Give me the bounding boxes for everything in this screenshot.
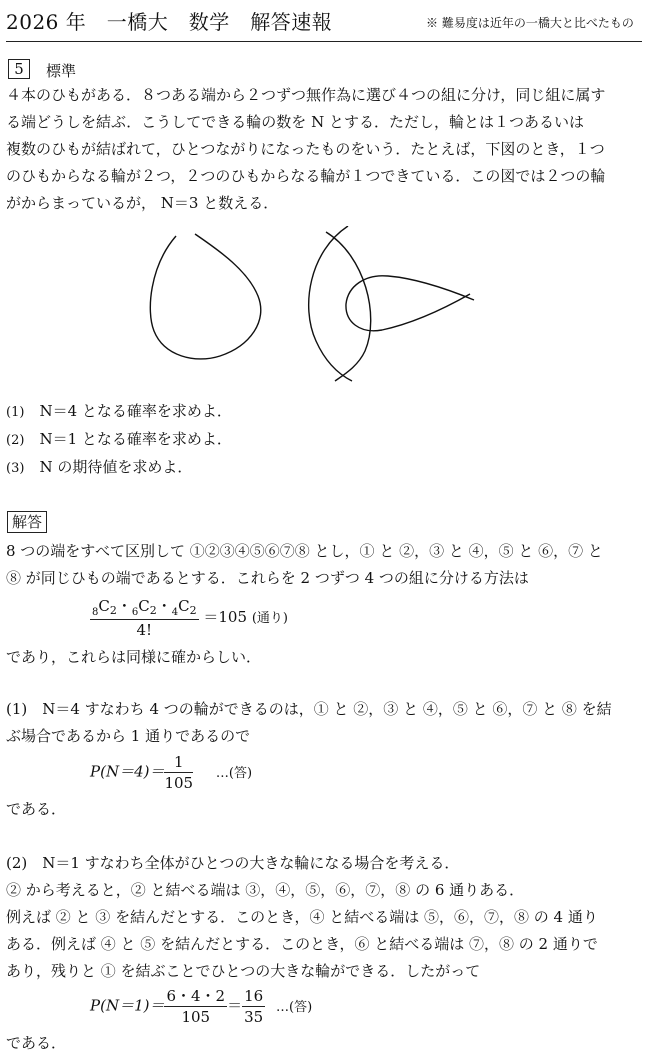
page-title: 2026 年 一橋大 数学 解答速報: [6, 10, 333, 34]
answer-2-fraction-1: $\frac{6・4・2}{105}$: [166, 987, 226, 1026]
problem-line: る端どうしを結ぶ．こうしてできる輪の数を N とする．ただし，輪とは１つあるいは: [6, 113, 584, 131]
answer-marker: …(答): [215, 765, 253, 781]
formula-unit: (通り): [251, 611, 288, 626]
fraction-numerator: $_8C_2$・$_6C_2$・$_4C_2$: [92, 597, 197, 618]
string-loops-figure: [140, 226, 480, 386]
answer-line: (2) N＝1 すなわち全体がひとつの大きな輪になる場合を考える．: [6, 854, 460, 872]
problem-statement: [6, 82, 642, 217]
difficulty-note: ※ 難易度は近年の一橋大と比べたもの: [426, 16, 634, 30]
problem-line: のひもからなる輪が２つ，２つのひもからなる輪が１つできている．この図では２つの輪: [6, 167, 606, 185]
answer-line: 8 つの端をすべて区別して ①②③④⑤⑥⑦⑧ とし，① と ②，③ と ④，⑤ と ⑥，⑦ と: [6, 542, 603, 560]
question-item: (2) N＝1 となる確率を求めよ．: [6, 430, 232, 448]
answer-1-after: である．: [6, 800, 67, 818]
problem-number-box: [8, 59, 30, 79]
difficulty-level: 標準: [46, 62, 77, 80]
problem-line: 複数のひもが結ばれて，ひとつながりになったものをいう．たとえば，下図のとき，１つ: [6, 140, 605, 158]
answer-intro-after: であり，これらは同様に確からしい．: [6, 648, 262, 666]
combination-fraction: [90, 596, 199, 640]
answer-part-1: [6, 696, 642, 750]
fraction-denominator: 4!: [136, 621, 153, 639]
answer-2-fraction-2: $\frac{16}{35}$: [244, 987, 264, 1026]
formula-result: ＝105: [203, 608, 248, 626]
problem-number: 5: [14, 60, 24, 78]
answer-line: (1) N＝4 すなわち 4 つの輪ができるのは，① と ②，③ と ④，⑤ と ⑥，⑦ と ⑧ を結: [6, 700, 612, 718]
answer-line: ぶ場合であるから 1 通りであるので: [6, 727, 251, 745]
question-item: (3) N の期待値を求めよ．: [6, 458, 193, 476]
combination-formula: [90, 596, 288, 640]
answer-1-formula: P(N＝4)＝ $\frac{1}{105}$ …(答): [90, 753, 253, 792]
question-item: (1) N＝4 となる確率を求めよ．: [6, 402, 232, 420]
answer-line: あり，残りと ① を結ぶことでひとつの大きな輪ができる．したがって: [6, 962, 481, 980]
question-list: [6, 398, 642, 482]
answer-2-after: である．: [6, 1034, 67, 1052]
answer-line: ある．例えば ④ と ⑤ を結んだとする．このとき，⑥ と結べる端は ⑦，⑧ の 2 通りで: [6, 935, 598, 953]
answer-line: ② から考えると，② と結べる端は ③，④，⑤，⑥，⑦，⑧ の 6 通りある．: [6, 881, 525, 899]
two-string-loop-right-arc: [326, 232, 371, 381]
answer-marker: …(答): [276, 999, 313, 1015]
answer-intro: [6, 538, 642, 592]
answer-part-2: [6, 850, 642, 985]
header-divider: [6, 41, 642, 42]
answer-line: ⑧ が同じひもの端であるとする．これらを 2 つずつ 4 つの組に分ける方法は: [6, 569, 529, 587]
answer-label-box: [7, 511, 47, 533]
problem-line: がからまっているが， N＝3 と数える．: [6, 194, 279, 212]
answer-line: 例えば ② と ③ を結んだとする．このとき，④ と結べる端は ⑤，⑥，⑦，⑧ の 4 通り: [6, 908, 598, 926]
answer-1-fraction: $\frac{1}{105}$: [164, 753, 194, 792]
single-string-loop-left: [150, 234, 260, 359]
problem-line: ４本のひもがある．８つある端から２つずつ無作為に選び４つの組に分け，同じ組に属す: [6, 86, 606, 104]
answer-2-formula: P(N＝1)＝ $\frac{6・4・2}{105}$ ＝ $\frac{16}{35}$ …(答): [90, 987, 313, 1026]
answer-label: 解答: [11, 513, 42, 531]
